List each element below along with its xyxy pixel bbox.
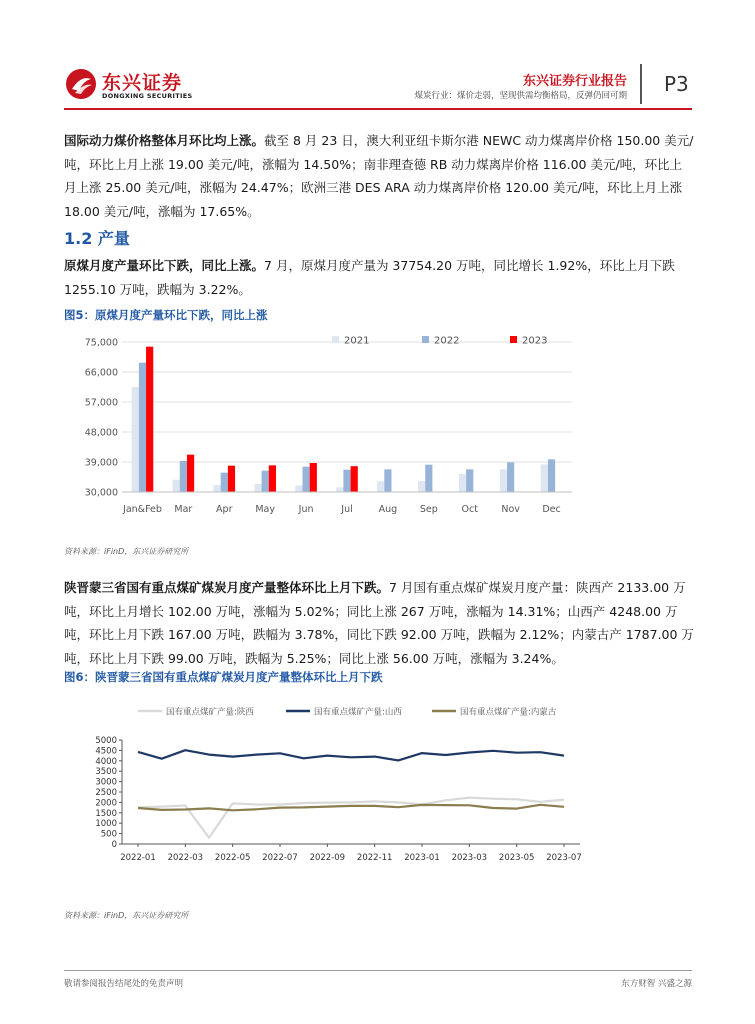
- x-tick-label: Apr: [216, 504, 233, 515]
- x-tick-label: 2022-03: [167, 853, 204, 863]
- logo-text-cn: 东兴证券: [102, 72, 183, 94]
- bar-2023: [310, 463, 317, 492]
- x-tick-label: Dec: [542, 504, 561, 515]
- bar-2023: [146, 347, 153, 492]
- y-tick-label: 48,000: [84, 427, 118, 439]
- legend-swatch-2021: [332, 336, 339, 343]
- figure-5-source: 资料来源：iFinD，东兴证券研究所: [64, 547, 189, 556]
- bar-2023: [351, 466, 358, 492]
- bar-2021: [418, 481, 425, 492]
- page-number: P3: [664, 72, 689, 96]
- paragraph-provinces: [64, 576, 694, 670]
- y-tick-label: 500: [100, 829, 117, 840]
- x-tick-label: Aug: [378, 504, 398, 515]
- bar-2022: [302, 467, 309, 492]
- y-tick-label: 75,000: [84, 337, 118, 349]
- y-tick-label: 1000: [95, 819, 117, 830]
- bar-2021: [541, 464, 548, 492]
- x-tick-label: Oct: [461, 504, 478, 515]
- bar-2022: [221, 473, 228, 492]
- paragraph-body: 截至 8 月 23 日，澳大利亚纽卡斯尔港 NEWC 动力煤离岸价格 150.00 美元/吨，环比上月上涨 19.00 美元/吨，涨幅为 14.50%；南非理查德 RB 动力煤离岸价格 116.00 美元/吨，环比上月上涨 25.00 美元/吨，涨幅为 24.47%；欧洲三港 DES ARA 动力煤离岸价格 120.00 美元/吨，环比上月上涨 18.00 美元/吨，涨幅为 17.65%。: [64, 133, 694, 219]
- company-logo: [66, 68, 193, 102]
- y-tick-label: 0: [111, 840, 117, 850]
- x-tick-label: Sep: [419, 504, 438, 515]
- bar-2023: [187, 455, 194, 492]
- x-tick-label: 2023-03: [451, 853, 488, 863]
- footer-rule: [64, 970, 692, 971]
- legend-label-2: 国有重点煤矿产量:内蒙古: [460, 707, 557, 718]
- bar-2021: [213, 485, 220, 492]
- y-tick-label: 2500: [95, 788, 117, 798]
- bar-chart-raw-coal: [64, 330, 584, 525]
- x-tick-label: Nov: [501, 504, 520, 515]
- x-tick-label: Jul: [341, 504, 353, 515]
- figure-6-source: 资料来源：iFinD，东兴证券研究所: [64, 911, 189, 920]
- bar-2022: [139, 363, 146, 492]
- section-heading: 1.2 产量: [64, 229, 130, 248]
- report-title: 东兴证券行业报告: [522, 74, 627, 89]
- series-line-1: [138, 750, 564, 760]
- bar-2021: [132, 387, 139, 492]
- line-chart-provinces: [64, 700, 604, 870]
- bar-2022: [384, 469, 391, 492]
- figure-6-title: 图6：陕晋蒙三省国有重点煤矿煤炭月度产量整体环比上月下跌: [64, 670, 383, 684]
- legend-swatch-2023: [510, 336, 517, 343]
- y-tick-label: 4500: [95, 746, 117, 757]
- legend-label-2023: 2023: [522, 335, 548, 347]
- x-tick-label: Jan&Feb: [123, 504, 162, 515]
- y-tick-label: 5000: [95, 736, 117, 746]
- y-tick-label: 3500: [95, 767, 117, 778]
- x-tick-label: 2022-05: [214, 853, 251, 863]
- bar-2022: [507, 462, 514, 492]
- bar-2022: [548, 459, 555, 492]
- legend-label-2021: 2021: [344, 335, 370, 347]
- bar-2022: [466, 469, 473, 492]
- bar-2022: [425, 465, 432, 492]
- series-line-0: [138, 798, 564, 838]
- y-tick-label: 3000: [95, 777, 117, 788]
- legend-label-1: 国有重点煤矿产量:山西: [314, 707, 402, 718]
- legend-swatch-2022: [422, 336, 429, 343]
- bar-2021: [500, 469, 507, 492]
- y-tick-label: 4000: [95, 756, 117, 767]
- paragraph-raw-coal: [64, 254, 694, 301]
- x-tick-label: 2023-05: [498, 853, 535, 863]
- logo-mark-icon: [66, 69, 96, 99]
- y-tick-label: 1500: [95, 808, 117, 819]
- paragraph-lead: 陕晋蒙三省国有重点煤矿煤炭月度产量整体环比上月下跌。: [64, 580, 390, 595]
- y-tick-label: 39,000: [84, 457, 118, 469]
- x-tick-label: 2023-07: [546, 853, 582, 863]
- x-tick-label: May: [255, 504, 276, 515]
- paragraph-body: 7 月国有重点煤矿煤炭月度产量：陕西产 2133.00 万吨，环比上月增长 102.00 万吨，涨幅为 5.02%；同比上涨 267 万吨，涨幅为 14.31%；山西产 4248.00 万吨，环比上月下跌 167.00 万吨，跌幅为 3.78%，同比下跌 92.00 万吨，跌幅为 2.12%；内蒙古产 1787.00 万吨，环比上月下跌 99.00 万吨，跌幅为 5.25%；同比上涨 56.00 万吨，涨幅为 3.24%。: [64, 580, 694, 666]
- series-line-2: [138, 805, 564, 811]
- legend-label-0: 国有重点煤矿产量:陕西: [166, 707, 254, 718]
- bar-2022: [262, 471, 269, 492]
- bar-2022: [343, 470, 350, 492]
- bar-2021: [295, 485, 302, 492]
- figure-5-title: 图5：原煤月度产量环比下跌，同比上涨: [64, 308, 268, 322]
- y-tick-label: 30,000: [84, 487, 118, 499]
- header-rule: [64, 108, 692, 110]
- bar-2022: [180, 461, 187, 492]
- x-tick-label: 2022-11: [356, 853, 393, 863]
- y-tick-label: 2000: [95, 798, 117, 809]
- bar-2023: [228, 466, 235, 492]
- footer-disclaimer: 敬请参阅报告结尾处的免责声明: [64, 979, 184, 989]
- x-tick-label: 2022-01: [120, 853, 156, 863]
- bar-2021: [377, 481, 384, 492]
- bar-2021: [254, 484, 261, 492]
- paragraph-lead: 原煤月度产量环比下跌，同比上涨。: [64, 258, 265, 273]
- paragraph-body: 7 月，原煤月度产量为 37754.20 万吨，同比增长 1.92%，环比上月下跌 1255.10 万吨，跌幅为 3.22%。: [64, 258, 675, 297]
- x-tick-label: 2022-09: [309, 853, 346, 863]
- legend-label-2022: 2022: [434, 335, 460, 347]
- bar-2021: [459, 474, 466, 492]
- paragraph-international-coal: [64, 129, 694, 223]
- x-tick-label: 2023-01: [404, 853, 440, 863]
- x-tick-label: Mar: [174, 504, 193, 515]
- header-divider: [640, 64, 642, 104]
- bar-2021: [173, 480, 180, 492]
- bar-2023: [269, 465, 276, 492]
- paragraph-lead: 国际动力煤价格整体月环比均上涨。: [64, 133, 265, 148]
- report-subtitle: 煤炭行业：煤价走弱，坚现供需均衡格局，反弹仍回可期: [414, 91, 627, 101]
- y-tick-label: 66,000: [84, 367, 118, 379]
- y-tick-label: 57,000: [84, 397, 118, 409]
- bar-2021: [336, 487, 343, 492]
- footer-slogan: 东方财智 兴盛之源: [621, 979, 692, 989]
- x-tick-label: Jun: [298, 504, 314, 515]
- x-tick-label: 2022-07: [262, 853, 298, 863]
- logo-text-en: DONGXING SECURITIES: [102, 92, 193, 100]
